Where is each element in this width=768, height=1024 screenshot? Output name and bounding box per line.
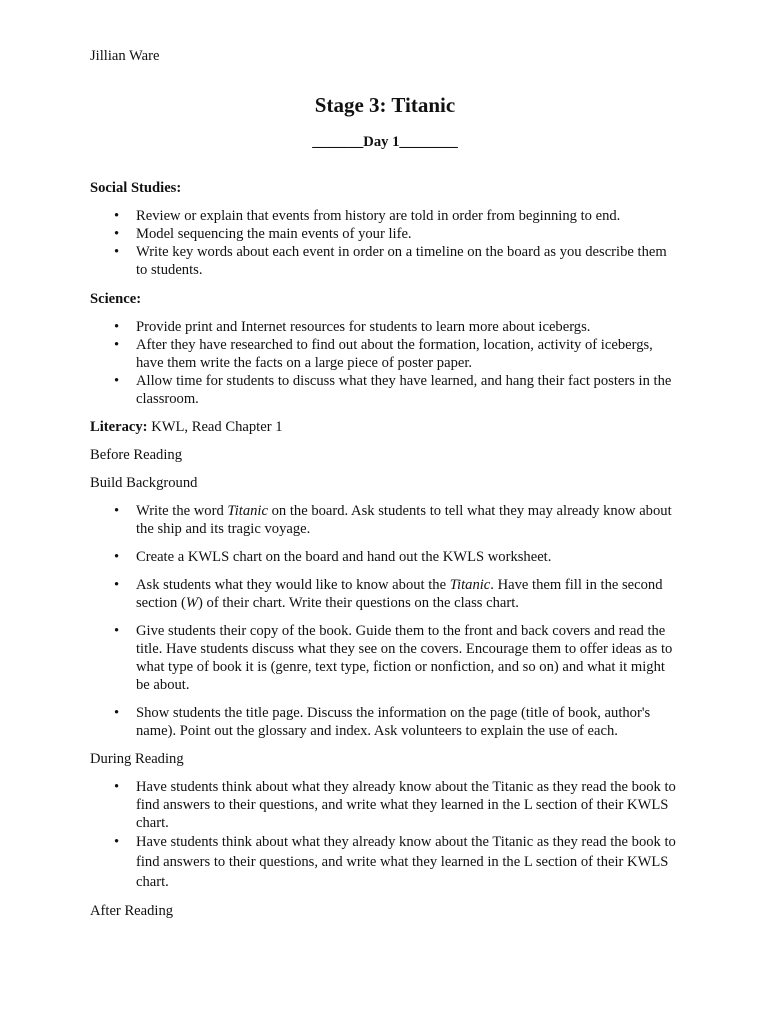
science-heading: Science: [90, 291, 142, 307]
literacy-text: KWL, Read Chapter 1 [147, 419, 283, 435]
list-item: • Have students think about what they already know about the Titanic as they read the book to find answers to their questions, and write what they learned in the L section of their KWLS chart. [114, 779, 676, 831]
social-studies-list [90, 207, 680, 279]
during-reading-heading: During Reading [90, 751, 184, 767]
bullet-icon: • [114, 834, 120, 850]
bullet-icon: • [114, 319, 120, 335]
list-item: • Provide print and Internet resources for students to learn more about icebergs. [114, 319, 591, 335]
bullet-icon: • [114, 244, 120, 260]
list-item: • Have students think about what they already know about the Titanic as they read the book to find answers to their questions, and write what they learned in the L section of their KWLS chart. [114, 834, 676, 890]
list-item: • Allow time for students to discuss what they have learned, and hang their fact posters in the classroom. [114, 373, 672, 407]
social-studies-heading: Social Studies: [90, 180, 182, 196]
list-item: • Give students their copy of the book. Guide them to the front and back covers and read the title. Have students discuss what they see on the covers. Encourage them to offer ideas as to what type of book it is (genre, text type, fiction or nonfiction, and so on) and what it might be about. [114, 623, 673, 693]
list-item: • Show students the title page. Discuss the information on the page (title of book, author's name). Point out the glossary and index. Ask volunteers to explain the use of each. [114, 705, 651, 739]
list-item: • After they have researched to find out about the formation, location, activity of icebergs, have them write the facts on a large piece of poster paper. [114, 337, 653, 371]
bullet-icon: • [114, 779, 120, 795]
list-item: • Model sequencing the main events of your life. [114, 226, 412, 242]
day-label: _______Day 1________ [312, 134, 458, 150]
list-item: • Review or explain that events from history are told in order from beginning to end. [114, 208, 621, 224]
document-body [90, 179, 680, 920]
bullet-icon: • [114, 337, 120, 353]
bullet-icon: • [114, 226, 120, 242]
build-background-list [90, 502, 680, 538]
list-item: • Create a KWLS chart on the board and hand out the KWLS worksheet. [114, 549, 552, 565]
author-name: Jillian Ware [90, 48, 160, 64]
before-reading-heading: Before Reading [90, 447, 182, 463]
literacy-heading: Literacy: [90, 419, 148, 435]
page-title: Stage 3: Titanic [314, 93, 456, 117]
bullet-icon: • [114, 549, 120, 565]
bullet-icon: • [114, 373, 120, 389]
build-background-heading: Build Background [90, 475, 198, 491]
during-reading-list [90, 778, 680, 892]
list-item: • Write the word Titanic on the board. Ask students to tell what they may already know about the ship and its tragic voyage. [114, 503, 672, 537]
list-item: • Ask students what they would like to know about the Titanic. Have them fill in the second section (W) of their chart. Write their questions on the class chart. [114, 577, 663, 611]
literacy-line [90, 418, 680, 436]
bullet-icon: • [114, 503, 120, 519]
science-list [90, 318, 680, 408]
bullet-icon: • [114, 705, 120, 721]
bullet-icon: • [114, 623, 120, 639]
after-reading-heading: After Reading [90, 903, 174, 919]
bullet-icon: • [114, 577, 120, 593]
bullet-icon: • [114, 208, 120, 224]
list-item: • Write key words about each event in order on a timeline on the board as you describe them to students. [114, 244, 667, 278]
